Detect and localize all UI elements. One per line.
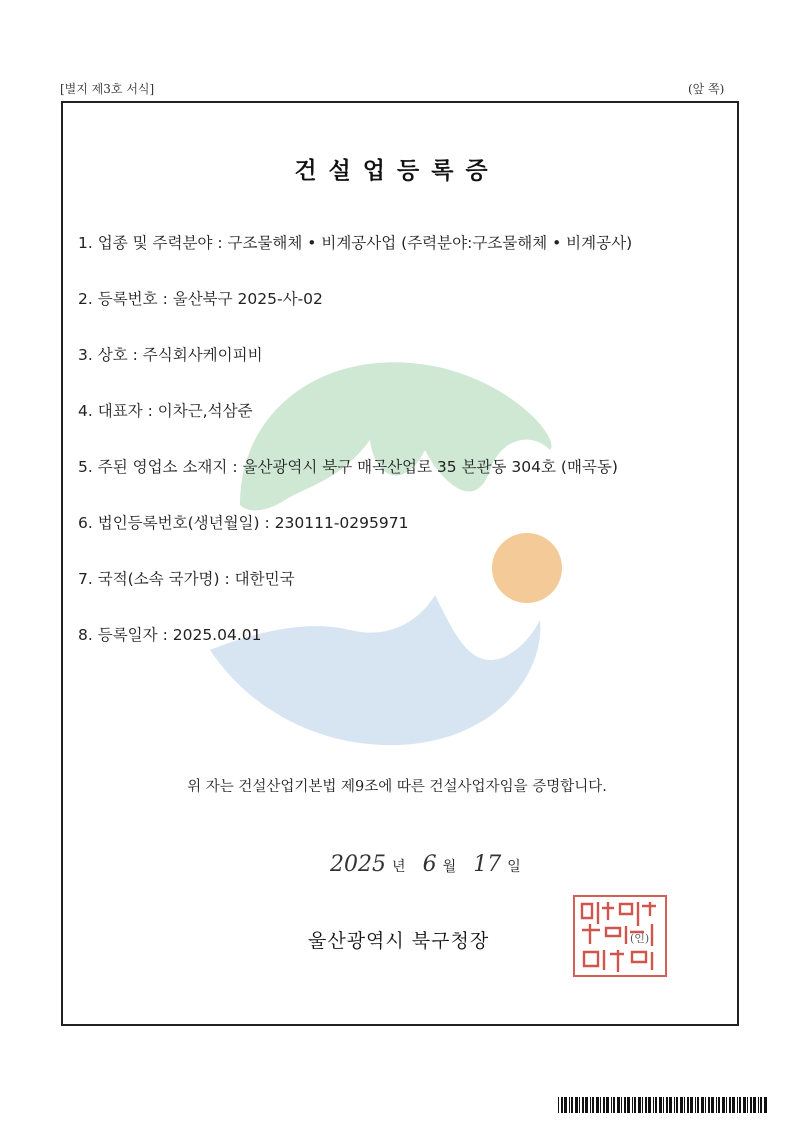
issue-date: [330, 852, 533, 877]
year-unit: 년: [392, 859, 406, 875]
barcode-bar: [617, 1097, 620, 1113]
field-label: 등록일자: [97, 626, 158, 644]
barcode-bar: [737, 1097, 738, 1113]
field-separator: :: [162, 290, 173, 308]
barcode-icon: [558, 1097, 770, 1113]
barcode-bar: [701, 1097, 704, 1113]
field-label: 법인등록번호(생년월일): [97, 514, 260, 532]
field-registration-number: [78, 288, 728, 344]
barcode-bar: [655, 1097, 657, 1113]
barcode-bar: [624, 1097, 626, 1113]
barcode-bar: [758, 1097, 759, 1113]
barcode-bar: [695, 1097, 696, 1113]
field-label: 상호: [97, 346, 128, 364]
barcode-bar: [632, 1097, 633, 1113]
field-representative: [78, 400, 728, 456]
barcode-bar: [571, 1097, 573, 1113]
field-label: 업종 및 주력분야: [97, 234, 213, 252]
barcode-bar: [680, 1097, 683, 1113]
barcode-bar: [697, 1097, 699, 1113]
field-number: 6.: [78, 514, 93, 532]
barcode-bar: [638, 1097, 641, 1113]
barcode-bar: [708, 1097, 710, 1113]
barcode-bar: [596, 1097, 599, 1113]
field-company-name: [78, 344, 728, 400]
field-value: 구조물해체 • 비계공사업 (주력분야:구조물해체 • 비계공사): [227, 234, 633, 252]
barcode-bar: [684, 1097, 685, 1113]
field-number: 1.: [78, 234, 93, 252]
barcode-bar: [705, 1097, 706, 1113]
field-corporate-number: [78, 512, 728, 568]
barcode-bar: [558, 1097, 559, 1113]
field-number: 4.: [78, 402, 93, 420]
barcode-bar: [743, 1097, 746, 1113]
barcode-bar: [627, 1097, 630, 1113]
field-registration-date: [78, 624, 728, 680]
barcode-bar: [645, 1097, 647, 1113]
field-separator: :: [132, 346, 143, 364]
barcode-bar: [676, 1097, 678, 1113]
field-office-address: [78, 456, 728, 512]
barcode-bar: [579, 1097, 580, 1113]
barcode-bar: [569, 1097, 570, 1113]
month-unit: 월: [442, 859, 457, 875]
field-separator: :: [217, 234, 228, 252]
barcode-bar: [575, 1097, 578, 1113]
barcode-bar: [613, 1097, 615, 1113]
field-separator: :: [162, 626, 173, 644]
barcode-bar: [585, 1097, 588, 1113]
barcode-bar: [716, 1097, 717, 1113]
barcode-bar: [663, 1097, 664, 1113]
barcode-bar: [674, 1097, 675, 1113]
official-seal-icon: [572, 894, 668, 978]
certification-statement: 위 자는 건설산업기본법 제9조에 따른 건설사업자임을 증명합니다.: [187, 779, 607, 795]
field-number: 5.: [78, 458, 93, 476]
barcode-bar: [603, 1097, 605, 1113]
barcode-bar: [760, 1097, 762, 1113]
field-value: 이차근,석삼준: [157, 402, 253, 420]
field-separator: :: [264, 514, 275, 532]
field-label: 등록번호: [97, 290, 158, 308]
barcode-bar: [732, 1097, 735, 1113]
page-side-label: (앞 쪽): [688, 82, 725, 96]
field-separator: :: [147, 402, 158, 420]
barcode-bar: [764, 1097, 767, 1113]
day-unit: 일: [507, 859, 521, 875]
barcode-bar: [722, 1097, 725, 1113]
barcode-bar: [561, 1097, 563, 1113]
barcode-bar: [711, 1097, 714, 1113]
field-separator: :: [224, 570, 235, 588]
field-label: 주된 영업소 소재지: [97, 458, 228, 476]
barcode-bar: [634, 1097, 636, 1113]
barcode-bar: [739, 1097, 741, 1113]
registration-fields: [78, 232, 728, 680]
barcode-bar: [669, 1097, 672, 1113]
barcode-bar: [726, 1097, 727, 1113]
field-nationality: [78, 568, 728, 624]
barcode-bar: [753, 1097, 756, 1113]
barcode-bar: [747, 1097, 748, 1113]
field-business-type: [78, 232, 728, 288]
barcode-bar: [750, 1097, 752, 1113]
document-title: 건설업등록증: [294, 158, 500, 184]
barcode-bar: [687, 1097, 689, 1113]
barcode-bar: [621, 1097, 622, 1113]
barcode-bar: [590, 1097, 591, 1113]
barcode-bar: [564, 1097, 567, 1113]
barcode-bar: [611, 1097, 612, 1113]
field-separator: :: [232, 458, 243, 476]
barcode-bar: [729, 1097, 731, 1113]
barcode-bar: [642, 1097, 643, 1113]
field-value: 대한민국: [234, 570, 295, 588]
barcode-bar: [606, 1097, 609, 1113]
field-number: 2.: [78, 290, 93, 308]
barcode-bar: [718, 1097, 720, 1113]
barcode-bar: [600, 1097, 601, 1113]
field-value: 울산광역시 북구 매곡산업로 35 본관동 304호 (매곡동): [242, 458, 618, 476]
form-number-label: [별지 제3호 서식]: [60, 82, 155, 96]
field-number: 7.: [78, 570, 93, 588]
field-label: 국적(소속 국가명): [97, 570, 220, 588]
issue-month: 6: [422, 852, 437, 877]
barcode-bar: [592, 1097, 594, 1113]
barcode-bar: [659, 1097, 662, 1113]
field-number: 3.: [78, 346, 93, 364]
barcode-bar: [648, 1097, 651, 1113]
field-value: 230111-0295971: [274, 514, 409, 532]
barcode-bar: [690, 1097, 693, 1113]
field-value: 2025.04.01: [172, 626, 262, 644]
issue-day: 17: [473, 852, 502, 877]
seal-mark-text: (인): [630, 932, 650, 945]
barcode-bar: [666, 1097, 668, 1113]
field-value: 울산북구 2025-사-02: [172, 290, 323, 308]
barcode-bar: [653, 1097, 654, 1113]
issuer-name: 울산광역시 북구청장: [308, 930, 490, 952]
issue-year: 2025: [330, 852, 386, 877]
field-number: 8.: [78, 626, 93, 644]
field-label: 대표자: [97, 402, 143, 420]
field-value: 주식회사케이피비: [142, 346, 263, 364]
barcode-bar: [582, 1097, 584, 1113]
